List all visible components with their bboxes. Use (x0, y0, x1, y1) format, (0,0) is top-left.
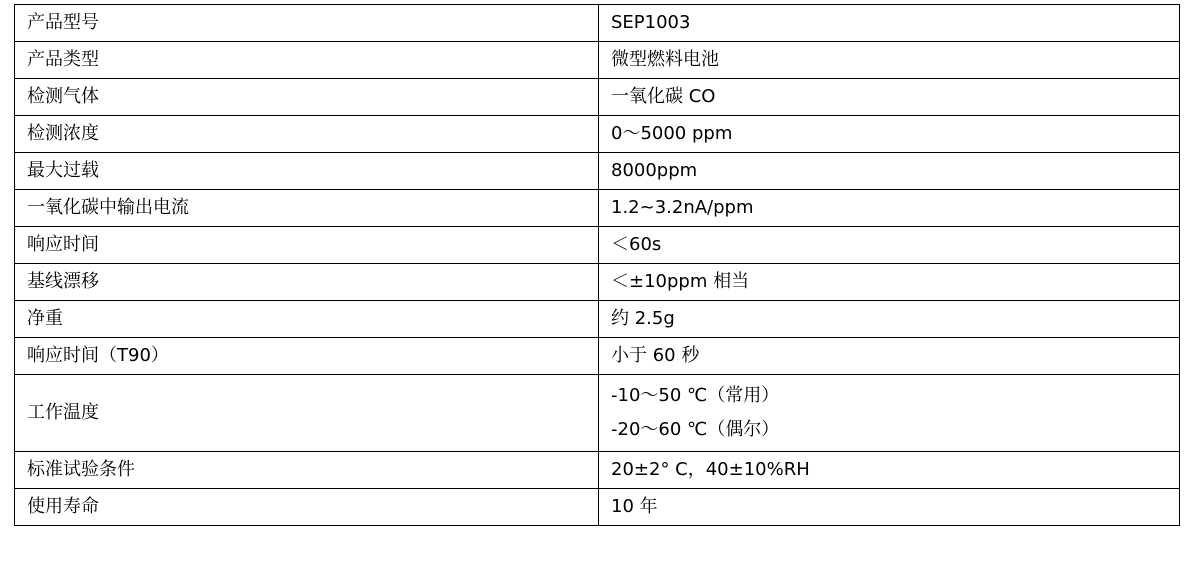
spec-label: 最大过载 (15, 153, 599, 190)
spec-value: ＜60s (599, 227, 1180, 264)
spec-value: SEP1003 (599, 5, 1180, 42)
spec-label: 基线漂移 (15, 264, 599, 301)
table-row (15, 153, 1180, 190)
spec-label: 检测浓度 (15, 116, 599, 153)
spec-label: 响应时间（T90） (15, 338, 599, 375)
spec-label: 使用寿命 (15, 489, 599, 526)
spec-value-line: -20～60 ℃（偶尔） (611, 419, 780, 440)
table-row (15, 264, 1180, 301)
table-row (15, 452, 1180, 489)
spec-value: 1.2~3.2nA/ppm (599, 190, 1180, 227)
spec-label: 响应时间 (15, 227, 599, 264)
table-row (15, 375, 1180, 452)
spec-value: 0～5000 ppm (599, 116, 1180, 153)
table-row (15, 5, 1180, 42)
spec-value (599, 375, 1180, 452)
table-row (15, 79, 1180, 116)
spec-value: 8000ppm (599, 153, 1180, 190)
spec-value: 微型燃料电池 (599, 42, 1180, 79)
spec-value: 约 2.5g (599, 301, 1180, 338)
spec-value: ＜±10ppm 相当 (599, 264, 1180, 301)
table-row (15, 42, 1180, 79)
spec-label: 工作温度 (15, 375, 599, 452)
spec-label: 产品型号 (15, 5, 599, 42)
spec-value: 小于 60 秒 (599, 338, 1180, 375)
spec-label: 一氧化碳中输出电流 (15, 190, 599, 227)
spec-value: 10 年 (599, 489, 1180, 526)
spec-value: 20±2° C，40±10%RH (599, 452, 1180, 489)
table-row (15, 190, 1180, 227)
spec-label: 净重 (15, 301, 599, 338)
spec-value: 一氧化碳 CO (599, 79, 1180, 116)
table-row (15, 227, 1180, 264)
spec-label: 检测气体 (15, 79, 599, 116)
table-row (15, 338, 1180, 375)
table-row (15, 116, 1180, 153)
table-row (15, 301, 1180, 338)
spec-label: 标准试验条件 (15, 452, 599, 489)
table-row (15, 489, 1180, 526)
spec-label: 产品类型 (15, 42, 599, 79)
spec-table (14, 4, 1180, 526)
spec-value-line: -10～50 ℃（常用） (611, 385, 780, 406)
